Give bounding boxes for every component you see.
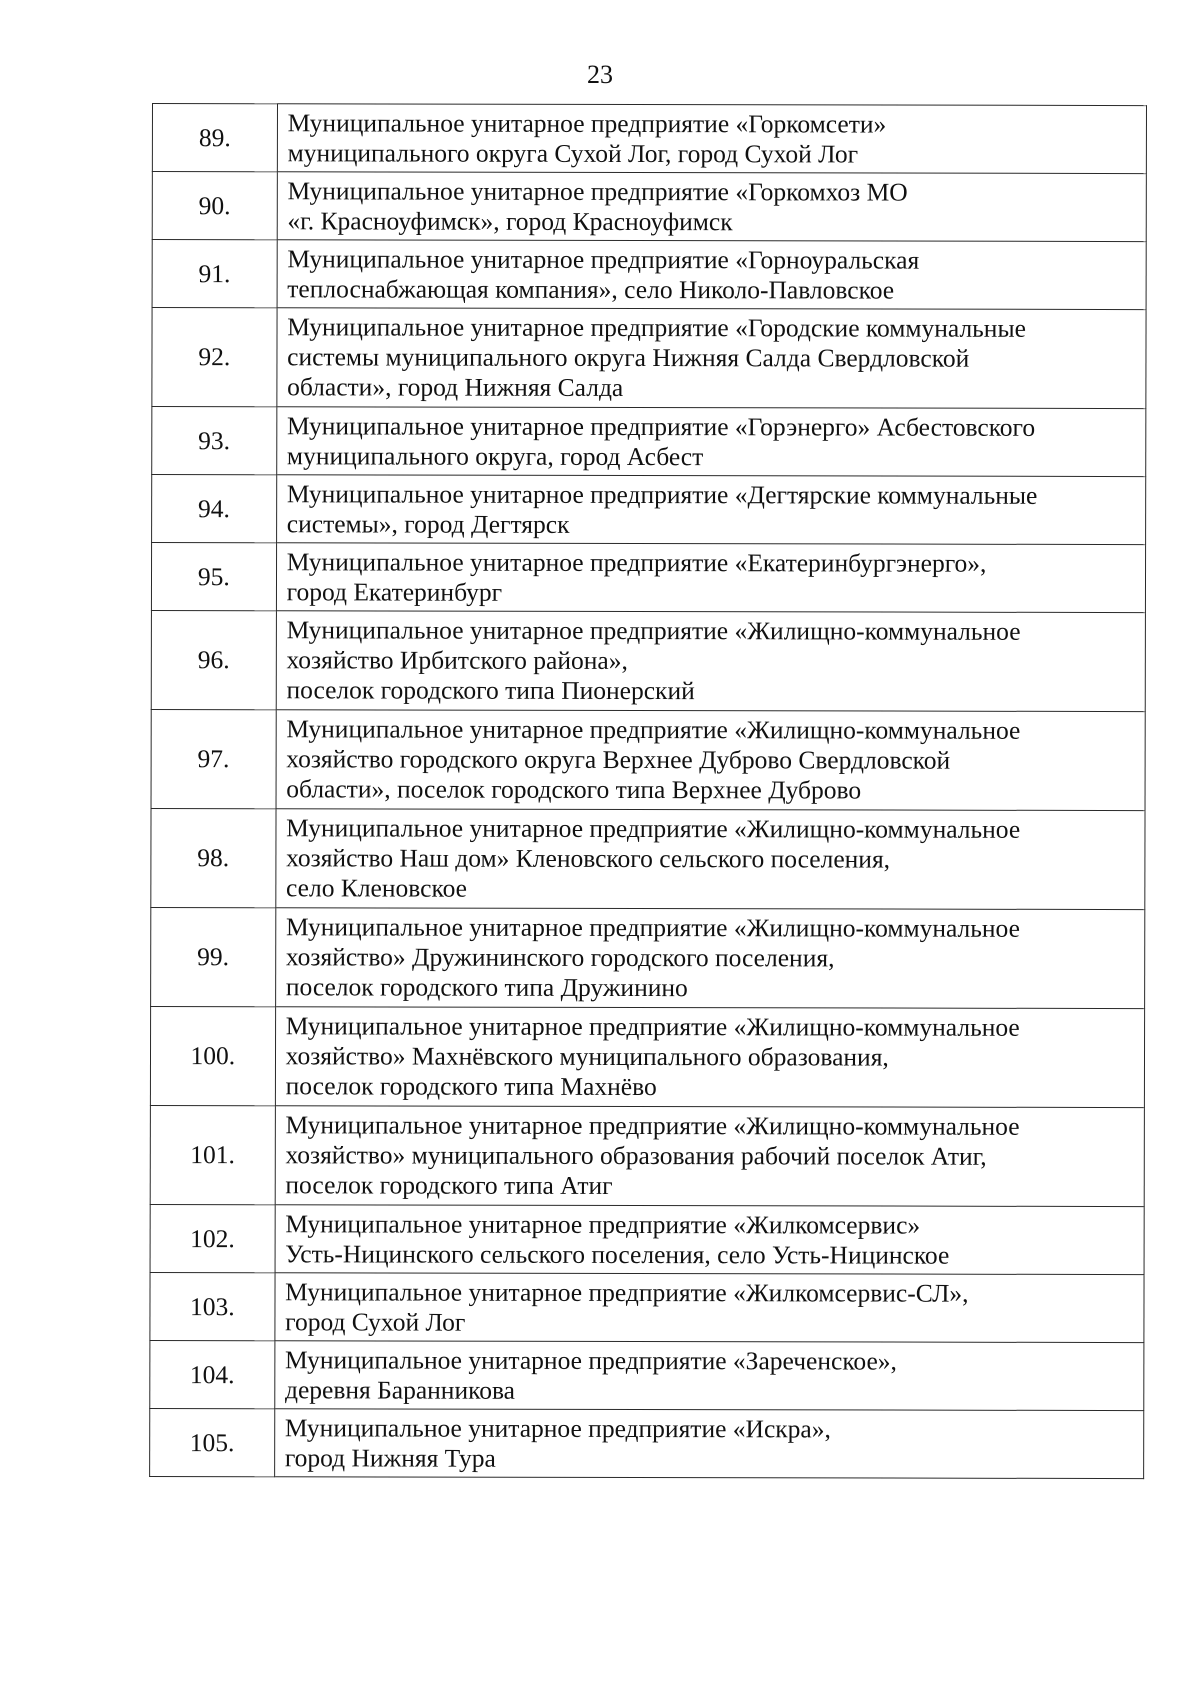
table-row <box>150 1204 1144 1274</box>
row-number: 96. <box>151 610 276 709</box>
table-row <box>152 475 1146 545</box>
enterprise-name-cell <box>276 475 1145 545</box>
enterprise-name-line: город Сухой Лог <box>285 1306 466 1337</box>
table-row <box>150 1105 1144 1206</box>
table-body <box>150 104 1147 1479</box>
enterprise-name-line: системы муниципального округа Нижняя Салда Свердловской <box>287 342 970 373</box>
enterprise-name-line: Муниципальное унитарное предприятие «Дегтярские коммунальные <box>286 478 1038 510</box>
row-number: 97. <box>151 709 276 808</box>
enterprise-name-line: Муниципальное унитарное предприятие «Жилкомсервис-СЛ», <box>285 1276 969 1308</box>
enterprise-name-cell <box>277 172 1146 242</box>
enterprise-name-line: области», город Нижняя Салда <box>287 372 624 402</box>
row-number: 100. <box>150 1006 275 1105</box>
table-row <box>151 610 1145 711</box>
enterprise-name-line: Муниципальное унитарное предприятие «Жилищно-коммунальное <box>286 615 1021 646</box>
enterprise-name-line: Муниципальное унитарное предприятие «Горэнерго» Асбестовского <box>286 410 1036 442</box>
enterprise-name-line: хозяйство городского округа Верхнее Дуброво Свердловской <box>286 744 951 775</box>
enterprise-name-line: город Екатеринбург <box>286 576 503 607</box>
enterprise-name-line: Муниципальное унитарное предприятие «Жилищно-коммунальное <box>286 714 1021 745</box>
row-number: 93. <box>152 407 277 475</box>
enterprise-name-line: муниципального округа, город Асбест <box>286 440 704 471</box>
enterprise-name-cell <box>275 1273 1144 1343</box>
enterprise-name-cell <box>276 710 1146 811</box>
enterprise-name-line: поселок городского типа Атиг <box>285 1170 613 1200</box>
row-number: 90. <box>152 172 277 240</box>
enterprise-name-cell <box>275 908 1145 1009</box>
enterprise-name-line: поселок городского типа Махнёво <box>285 1071 657 1102</box>
enterprise-name-line: поселок городского типа Дружинино <box>285 972 688 1003</box>
row-number: 94. <box>152 475 277 543</box>
enterprise-name-line: Муниципальное унитарное предприятие «Горкомхоз МО <box>287 175 908 207</box>
enterprise-name-line: Муниципальное унитарное предприятие «Жилкомсервис» <box>285 1208 921 1240</box>
table-row <box>152 172 1146 242</box>
page-number: 23 <box>587 60 613 89</box>
enterprise-name-cell <box>275 1205 1144 1275</box>
row-number: 103. <box>150 1272 275 1340</box>
enterprise-name-cell <box>276 407 1145 477</box>
enterprise-name-cell <box>275 1007 1145 1108</box>
table-row <box>151 907 1145 1008</box>
table-row <box>150 1006 1144 1107</box>
enterprise-name-line: хозяйство» муниципального образования рабочий поселок Атиг, <box>285 1140 987 1171</box>
row-number: 102. <box>150 1204 275 1272</box>
enterprise-name-cell <box>275 1106 1145 1207</box>
table-row <box>150 1340 1144 1410</box>
enterprise-name-cell <box>277 308 1147 409</box>
row-number: 105. <box>150 1408 275 1476</box>
row-number: 99. <box>151 907 276 1006</box>
row-number: 101. <box>150 1105 275 1204</box>
enterprise-name-cell <box>277 104 1146 174</box>
enterprise-registry-table <box>149 103 1147 1479</box>
enterprise-name-line: теплоснабжающая компания», село Николо-Павловское <box>287 273 895 305</box>
enterprise-name-line: Муниципальное унитарное предприятие «Жилищно-коммунальное <box>285 912 1020 943</box>
enterprise-name-line: Муниципальное унитарное предприятие «Жилищно-коммунальное <box>285 1110 1020 1141</box>
table-row <box>152 104 1146 174</box>
table-row <box>150 1408 1144 1478</box>
enterprise-name-line: деревня Баранникова <box>284 1374 516 1405</box>
table-row <box>151 808 1145 909</box>
row-number: 91. <box>152 240 277 308</box>
enterprise-name-cell <box>276 543 1145 613</box>
enterprise-name-line: хозяйство Ирбитского района», <box>286 645 628 675</box>
enterprise-name-line: село Кленовское <box>286 873 468 903</box>
enterprise-name-line: Муниципальное унитарное предприятие «Жилищно-коммунальное <box>286 813 1021 844</box>
row-number: 104. <box>150 1340 275 1408</box>
enterprise-name-line: Усть-Ницинского сельского поселения, село Усть-Ницинское <box>285 1238 950 1270</box>
enterprise-name-line: Муниципальное унитарное предприятие «Искра», <box>284 1412 831 1443</box>
enterprise-name-line: поселок городского типа Пионерский <box>286 675 695 706</box>
enterprise-name-line: системы», город Дегтярск <box>286 508 570 539</box>
table-row <box>150 1272 1144 1342</box>
table-row <box>151 709 1145 810</box>
table-row <box>151 543 1145 613</box>
row-number: 95. <box>151 543 276 611</box>
enterprise-name-line: хозяйство» Махнёвского муниципального образования, <box>285 1041 889 1072</box>
enterprise-name-line: области», поселок городского типа Верхнее Дуброво <box>286 774 862 805</box>
enterprise-name-line: Муниципальное унитарное предприятие «Екатеринбургэнерго», <box>286 546 987 578</box>
row-number: 92. <box>152 308 277 407</box>
enterprise-name-line: Муниципальное унитарное предприятие «Горноуральская <box>287 243 920 275</box>
enterprise-name-line: Муниципальное унитарное предприятие «Жилищно-коммунальное <box>285 1011 1020 1042</box>
table-row <box>152 308 1146 409</box>
row-number: 89. <box>152 104 277 172</box>
enterprise-name-cell <box>274 1409 1143 1479</box>
table-row <box>152 407 1146 477</box>
enterprise-name-line: «г. Красноуфимск», город Красноуфимск <box>287 205 733 236</box>
enterprise-name-cell <box>277 240 1146 310</box>
enterprise-name-line: хозяйство» Дружининского городского поселения, <box>285 942 835 973</box>
enterprise-name-cell <box>276 611 1146 712</box>
enterprise-name-line: муниципального округа Сухой Лог, город Сухой Лог <box>287 137 859 168</box>
enterprise-name-line: Муниципальное унитарное предприятие «Городские коммунальные <box>287 312 1026 343</box>
enterprise-name-line: хозяйство Наш дом» Кленовского сельского поселения, <box>286 843 891 874</box>
row-number: 98. <box>151 808 276 907</box>
enterprise-name-line: Муниципальное унитарное предприятие «Горкомсети» <box>287 107 887 139</box>
enterprise-name-cell <box>274 1341 1143 1411</box>
enterprise-name-cell <box>276 809 1146 910</box>
enterprise-name-line: город Нижняя Тура <box>284 1442 496 1473</box>
table-row <box>152 240 1146 310</box>
enterprise-name-line: Муниципальное унитарное предприятие «Зареченское», <box>285 1344 897 1376</box>
